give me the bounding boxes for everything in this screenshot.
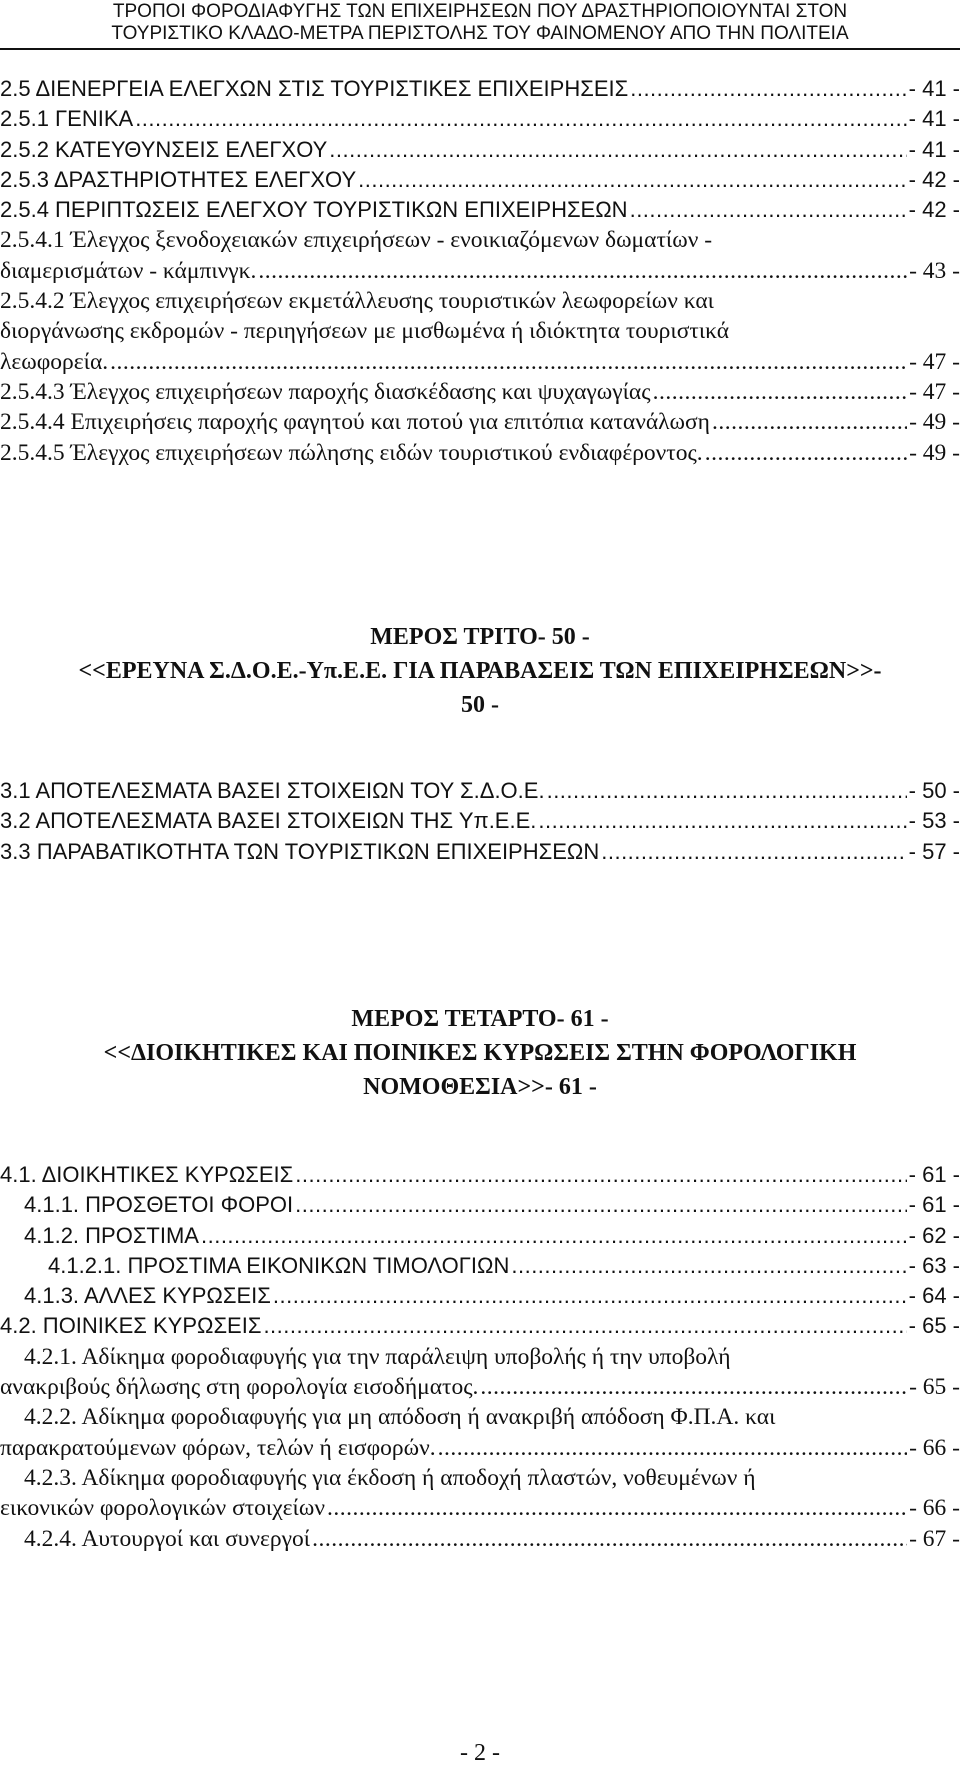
toc-entry[interactable]: 4.2.4. Αυτουργοί και συνεργοί ..... - 67 - [0, 1524, 960, 1554]
toc-entry[interactable]: 2.5.2 ΚΑΤΕΥΘΥΝΣΕΙΣ ΕΛΕΓΧΟΥ ..... - 41 - [0, 135, 960, 165]
part-3-heading[interactable]: ΜΕΡΟΣ ΤΡΙΤΟ- 50 - <<ΕΡΕΥΝΑ Σ.Δ.Ο.Ε.-Υπ.Ε.Ε. ΓΙΑ ΠΑΡΑΒΑΣΕΙΣ ΤΩΝ ΕΠΙΧΕΙΡΗΣΕΩΝ>>- 50 - [78, 624, 882, 718]
toc-entry[interactable]: 4.1. ΔΙΟΙΚΗΤΙΚΕΣ ΚΥΡΩΣΕΙΣ ..... - 61 - [0, 1160, 960, 1190]
toc-entry[interactable]: 2.5.4.4 Επιχειρήσεις παροχής φαγητού και ποτού για επιτόπια κατανάλωση ..... - 49 - [0, 407, 960, 437]
toc-entry[interactable]: 2.5.4.1 Έλεγχος ξενοδοχειακών επιχειρήσεων - ενοικιαζόμενων δωματίων - διαμερισμάτων - κάμπινγκ. ..... - 43 - [0, 225, 960, 286]
header-divider [0, 48, 960, 50]
toc-entry[interactable]: 2.5 ΔΙΕΝΕΡΓΕΙΑ ΕΛΕΓΧΩΝ ΣΤΙΣ ΤΟΥΡΙΣΤΙΚΕΣ ΕΠΙΧΕΙΡΗΣΕΙΣ ..... - 41 - [0, 74, 960, 104]
header-line-1: ΤΡΟΠΟΙ ΦΟΡΟΔΙΑΦΥΓΗΣ ΤΩΝ ΕΠΙΧΕΙΡΗΣΕΩΝ ΠΟΥ ΔΡΑΣΤΗΡΙΟΠΟΙΟΥΝΤΑΙ ΣΤΟΝ [112, 1, 848, 22]
running-header [0, 0, 960, 45]
toc-entry[interactable]: 4.1.1. ΠΡΟΣΘΕΤΟΙ ΦΟΡΟΙ ..... - 61 - [0, 1190, 960, 1220]
toc-entry[interactable]: 3.2 ΑΠΟΤΕΛΕΣΜΑΤΑ ΒΑΣΕΙ ΣΤΟΙΧΕΙΩΝ ΤΗΣ Υπ.Ε.Ε. ..... - 53 - [0, 806, 960, 836]
toc-entry[interactable]: 2.5.1 ΓΕΝΙΚΑ ..... - 41 - [0, 104, 960, 134]
toc-entry[interactable]: 4.1.2.1. ΠΡΟΣΤΙΜΑ ΕΙΚΟΝΙΚΩΝ ΤΙΜΟΛΟΓΙΩΝ ..... - 63 - [0, 1251, 960, 1281]
toc-entry[interactable]: 3.1 ΑΠΟΤΕΛΕΣΜΑΤΑ ΒΑΣΕΙ ΣΤΟΙΧΕΙΩΝ ΤΟΥ Σ.Δ.Ο.Ε. ..... - 50 - [0, 776, 960, 806]
page-number: - 2 - [460, 1740, 500, 1766]
toc-entry[interactable]: 4.2.1. Αδίκημα φοροδιαφυγής για την παράλειψη υποβολής ή την υποβολή ανακριβούς δήλωσης στη φορολογία εισοδήματος. ..... - 65 - [0, 1342, 960, 1403]
toc-entry[interactable]: 4.2.2. Αδίκημα φοροδιαφυγής για μη απόδοση ή ανακριβή απόδοση Φ.Π.Α. και παρακρατούμενων φόρων, τελών ή εισφορών. ..... - 66 - [0, 1402, 960, 1463]
toc-entry[interactable]: 2.5.4.3 Έλεγχος επιχειρήσεων παροχής διασκέδασης και ψυχαγωγίας ..... - 47 - [0, 377, 960, 407]
toc-entry[interactable]: 4.2.3. Αδίκημα φοροδιαφυγής για έκδοση ή αποδοχή πλαστών, νοθευμένων ή εικονικών φορολογικών στοιχείων ..... - 66 - [0, 1463, 960, 1524]
header-line-2: ΤΟΥΡΙΣΤΙΚΟ ΚΛΑΔΟ-ΜΕΤΡΑ ΠΕΡΙΣΤΟΛΗΣ ΤΟΥ ΦΑΙΝΟΜΕΝΟΥ ΑΠΟ ΤΗΝ ΠΟΛΙΤΕΙΑ [111, 23, 849, 44]
toc-entry[interactable]: 3.3 ΠΑΡΑΒΑΤΙΚΟΤΗΤΑ ΤΩΝ ΤΟΥΡΙΣΤΙΚΩΝ ΕΠΙΧΕΙΡΗΣΕΩΝ ..... - 57 - [0, 837, 960, 867]
toc-entry[interactable]: 4.1.3. ΑΛΛΕΣ ΚΥΡΩΣΕΙΣ ..... - 64 - [0, 1281, 960, 1311]
toc-part-3 [0, 776, 960, 867]
toc-entry[interactable]: 2.5.3 ΔΡΑΣΤΗΡΙΟΤΗΤΕΣ ΕΛΕΓΧΟΥ ..... - 42 - [0, 165, 960, 195]
toc-entry[interactable]: 4.1.2. ΠΡΟΣΤΙΜΑ ..... - 62 - [0, 1221, 960, 1251]
toc-entry[interactable]: 2.5.4.2 Έλεγχος επιχειρήσεων εκμετάλλευσης τουριστικών λεωφορείων και διοργάνωσης εκδρομών - περιηγήσεων με μισθωμένα ή ιδιόκτητα τουριστικά λεωφορεία. ..... - 47 - [0, 286, 960, 377]
toc-entry[interactable]: 4.2. ΠΟΙΝΙΚΕΣ ΚΥΡΩΣΕΙΣ ..... - 65 - [0, 1311, 960, 1341]
toc-part-2 [0, 74, 960, 468]
toc-part-4 [0, 1160, 960, 1554]
part-4-heading[interactable]: ΜΕΡΟΣ ΤΕΤΑΡΤΟ- 61 - <<ΔΙΟΙΚΗΤΙΚΕΣ ΚΑΙ ΠΟΙΝΙΚΕΣ ΚΥΡΩΣΕΙΣ ΣΤΗΝ ΦΟΡΟΛΟΓΙΚΗ ΝΟΜΟΘΕΣΙΑ>>- 61 - [103, 1006, 857, 1100]
toc-entry[interactable]: 2.5.4 ΠΕΡΙΠΤΩΣΕΙΣ ΕΛΕΓΧΟΥ ΤΟΥΡΙΣΤΙΚΩΝ ΕΠΙΧΕΙΡΗΣΕΩΝ ..... - 42 - [0, 195, 960, 225]
toc-entry[interactable]: 2.5.4.5 Έλεγχος επιχειρήσεων πώλησης ειδών τουριστικού ενδιαφέροντος. ..... - 49 - [0, 438, 960, 468]
